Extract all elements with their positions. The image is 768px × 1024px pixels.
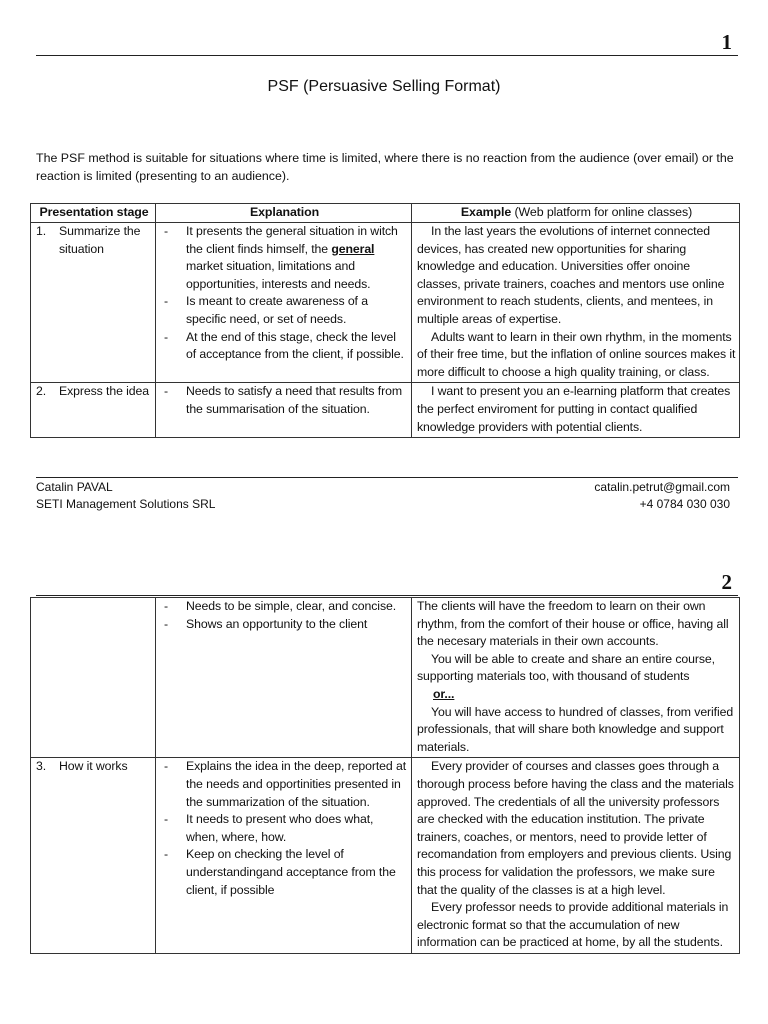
footer-company: SETI Management Solutions SRL [36, 497, 216, 511]
stage-label: How it works [59, 759, 128, 774]
explanation-item: - Explains the idea in the deep, reported at the needs and opportinities presented in the summarization of the situation. [161, 758, 408, 811]
stage-number: 3. [36, 759, 47, 774]
header-example [412, 204, 740, 223]
explanation-cell [156, 223, 412, 383]
table-row [31, 383, 740, 438]
header-stage: Presentation stage [31, 204, 156, 223]
explanation-item: - It needs to present who does what, when, where, how. [161, 811, 408, 846]
footer [36, 479, 730, 513]
psf-table-continued [30, 597, 740, 954]
example-paragraph: You will be able to create and share an entire course, supporting materials too, with thousand of students [417, 651, 715, 684]
example-cell [412, 383, 740, 438]
stage-label: Express the idea [59, 384, 149, 399]
page-number: 2 [721, 570, 732, 594]
example-paragraph: In the last years the evolutions of internet connected devices, has created new opportunities for sharing knowledge and education. Universities offer onoine classes, private trainers, coaches and mentors use online environment to reach students, clients, and mentees, in multiple areas of expertise. [417, 224, 725, 326]
table-row [31, 758, 740, 954]
header-rule [36, 595, 738, 596]
table-row [31, 223, 740, 383]
explanation-item: - Needs to satisfy a need that results from the summarisation of the situation. [161, 383, 408, 418]
stage-label: Summarize the situation [59, 224, 141, 256]
footer-rule [36, 477, 738, 478]
example-paragraph: I want to present you an e-learning platform that creates the perfect enviroment for putting in contact qualified knowledge providers with potential clients. [417, 384, 731, 434]
explanation-cell [156, 758, 412, 954]
stage-cell [31, 598, 156, 758]
explanation-item: - Keep on checking the level of understandingand acceptance from the client, if possible [161, 846, 408, 899]
footer-author: Catalin PAVAL [36, 480, 113, 494]
footer-phone: +4 0784 030 030 [639, 497, 730, 511]
example-paragraph: Adults want to learn in their own rhythm, in the moments of their free time, but the inflation of online sources makes it more difficult to choose a high quality training, or class. [417, 329, 736, 379]
explanation-item: - At the end of this stage, check the level of acceptance from the client, if possible. [161, 329, 408, 364]
table-row [31, 598, 740, 758]
explanation-item: - Shows an opportunity to the client [161, 616, 408, 634]
psf-table [30, 203, 740, 438]
header-example-bold: Example [460, 205, 512, 219]
explanation-item: - Is meant to create awareness of a specific need, or set of needs. [161, 293, 408, 328]
page-2 [0, 540, 768, 1024]
example-paragraph: Every provider of courses and classes goes through a thorough process before having the class and the materials approved. The credentials of all the university professors are checked with the education institution. The private trainers, coaches, or mentors, need to provide letter of recomandation from employers and previous clients. Using this process for validation the professors, we make sure that the quality of the classes is at a high level. [417, 759, 734, 897]
table-header-row [31, 204, 740, 223]
intro-paragraph: The PSF method is suitable for situations where time is limited, where there is no reaction from the audience (over email) or the reaction is limited (presenting to an audience). [36, 151, 734, 183]
stage-cell [31, 758, 156, 954]
explanation-cell [156, 598, 412, 758]
example-paragraph: You will have access to hundred of classes, from verified professionals, that will share both knowledge and support materials. [417, 704, 734, 754]
or-separator: or... [433, 686, 455, 701]
footer-email: catalin.petrut@gmail.com [594, 480, 730, 494]
explanation-cell [156, 383, 412, 438]
page-number: 1 [721, 30, 732, 54]
stage-cell [31, 223, 156, 383]
stage-number: 2. [36, 384, 47, 399]
header-rule [36, 55, 738, 56]
stage-cell [31, 383, 156, 438]
example-paragraph: Every professor needs to provide additional materials in electronic format so that the accumulation of new information can be practiced at home, by all the students. [417, 900, 729, 950]
header-example-note: (Web platform for online classes) [511, 205, 693, 219]
explanation-item: - It presents the general situation in witch the client finds himself, the general market situation, limitations and opportunities, interests and needs. [161, 223, 408, 293]
example-cell [412, 758, 740, 954]
example-paragraph: The clients will have the freedom to learn on their own rhythm, from the comfort of their house or office, having all the necesary materials in their own accounts. [417, 599, 729, 649]
header-explanation: Explanation [156, 204, 412, 223]
example-cell [412, 223, 740, 383]
example-cell [412, 598, 740, 758]
document-title: PSF (Persuasive Selling Format) [267, 78, 501, 95]
explanation-item: - Needs to be simple, clear, and concise. [161, 598, 408, 616]
emphasis-general: general [331, 241, 375, 256]
stage-number: 1. [36, 224, 47, 238]
